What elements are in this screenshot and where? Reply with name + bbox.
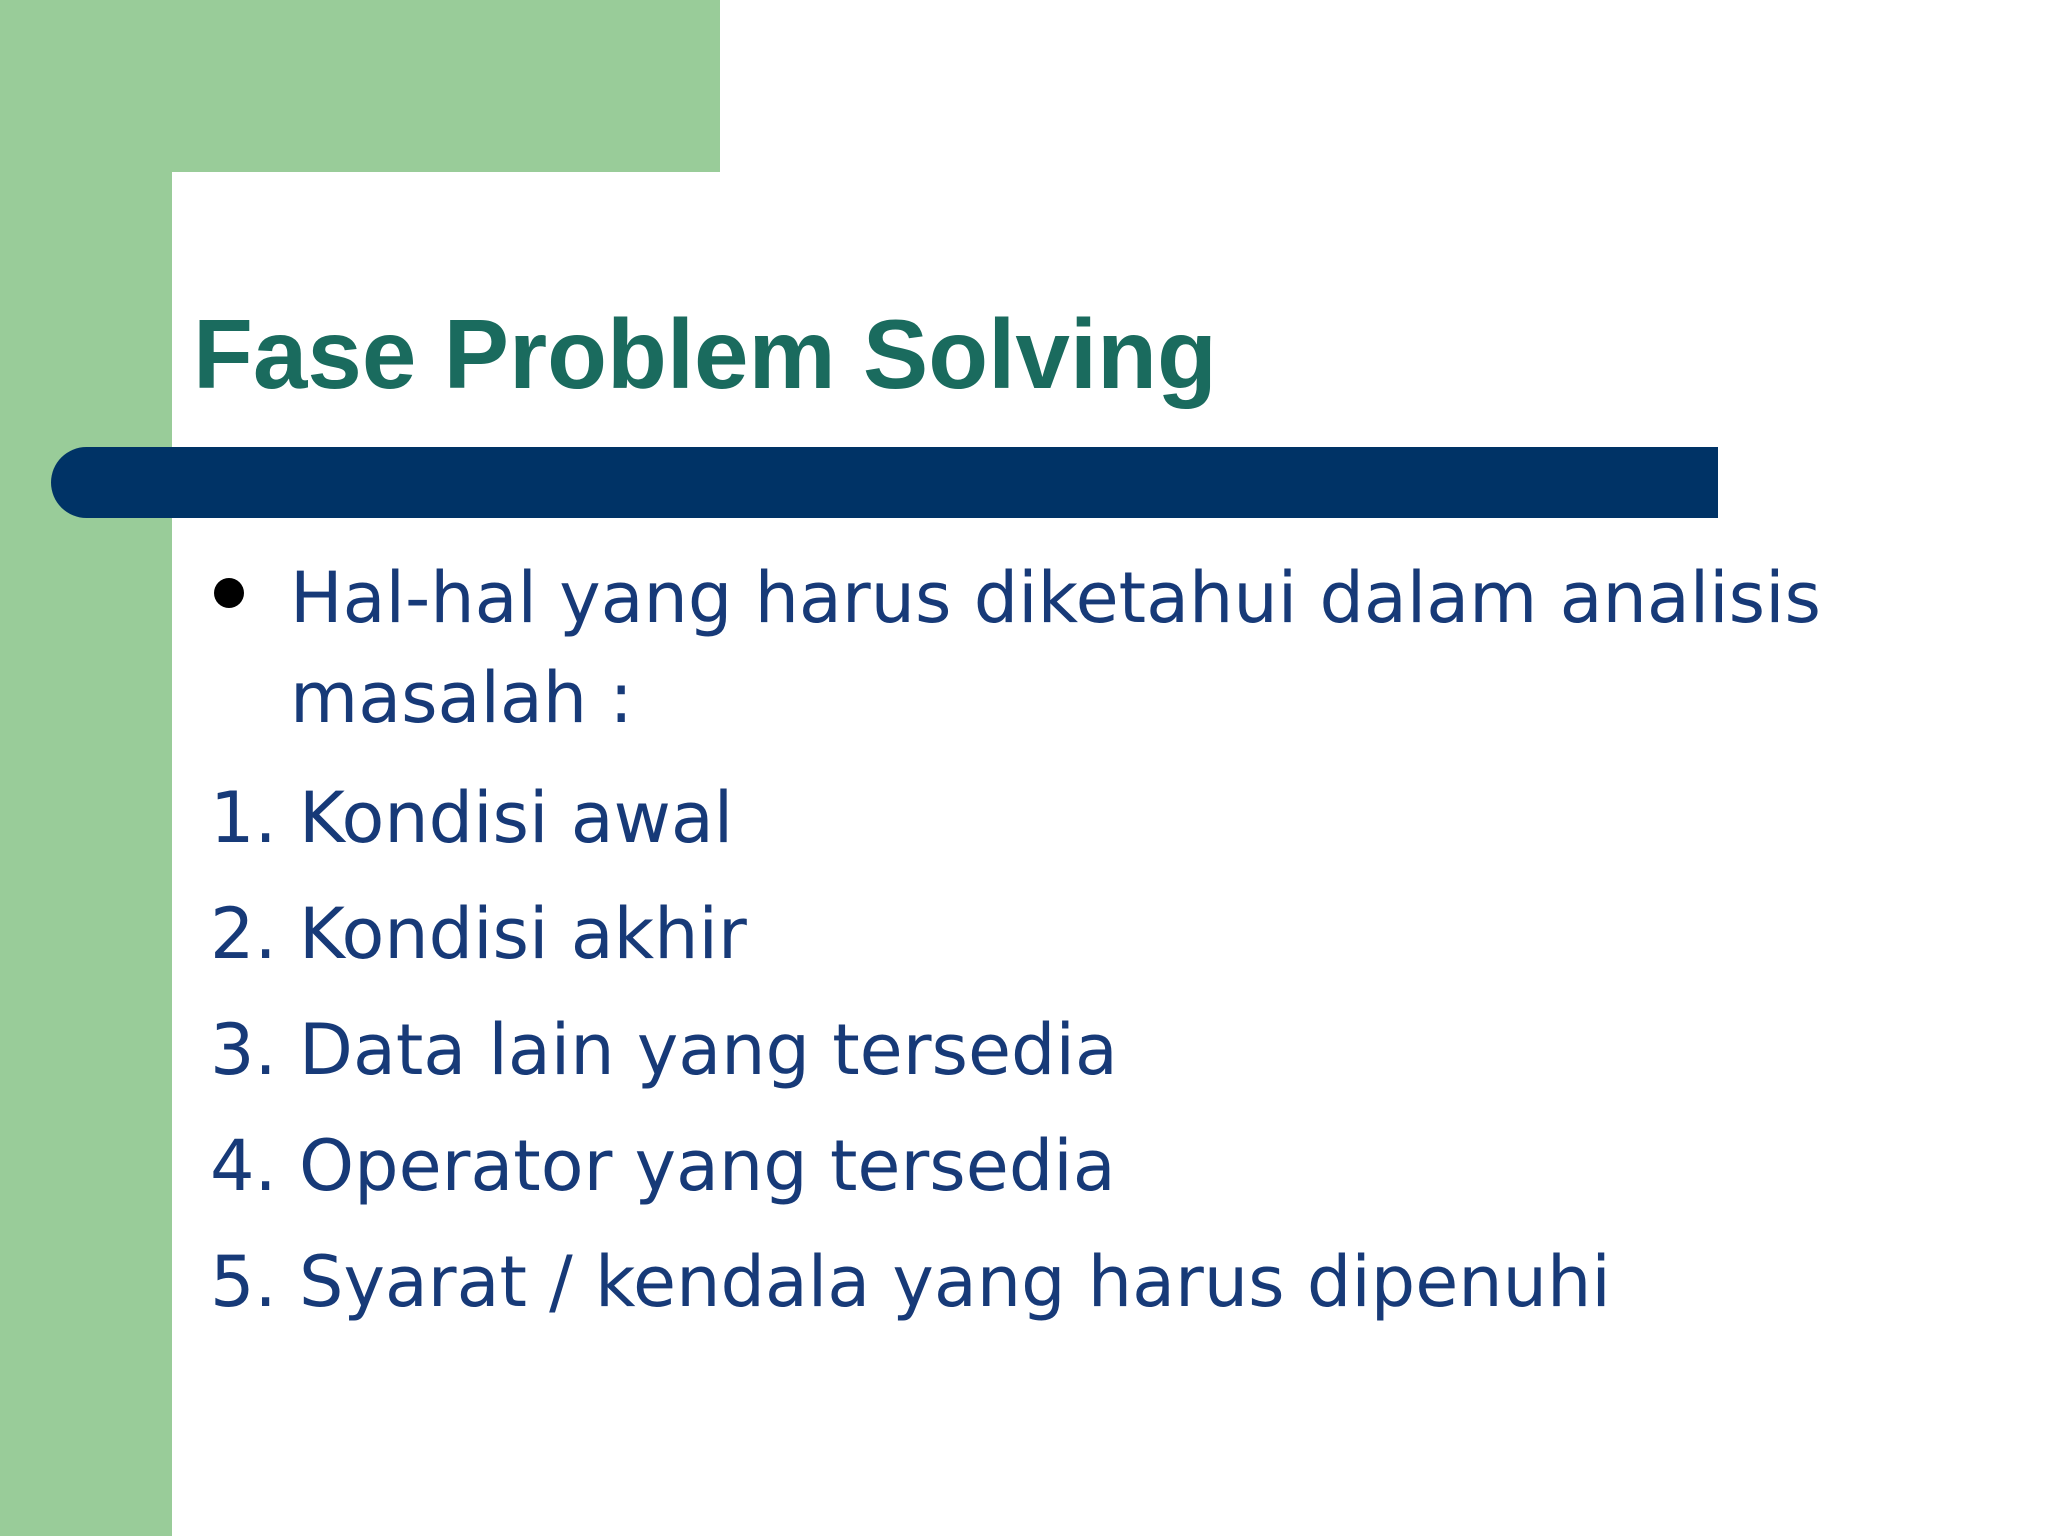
numbered-list [210, 760, 2000, 1340]
green-side-band [0, 0, 172, 1536]
slide-body [210, 548, 2000, 1340]
list-item: 3. Data lain yang tersedia [210, 1009, 1118, 1091]
bullet-icon [214, 578, 244, 608]
bullet-text: Hal-hal yang harus diketahui dalam analisis masalah : [290, 557, 1822, 739]
bullet-item [210, 548, 2000, 748]
list-item: 1. Kondisi awal [210, 777, 734, 859]
list-item: 4. Operator yang tersedia [210, 1125, 1116, 1207]
list-item: 2. Kondisi akhir [210, 893, 747, 975]
slide-title: Fase Problem Solving [193, 299, 1217, 409]
title-divider-bar [51, 447, 1718, 518]
green-top-band [0, 0, 720, 172]
list-item: 5. Syarat / kendala yang harus dipenuhi [210, 1241, 1611, 1323]
